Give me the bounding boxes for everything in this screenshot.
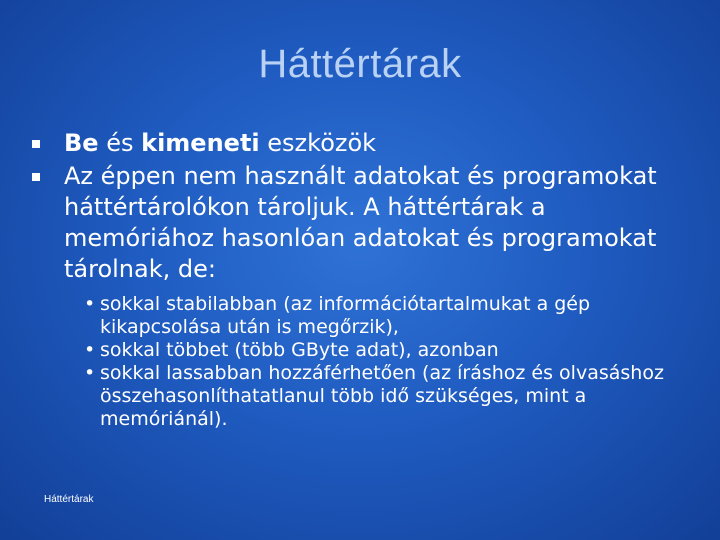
bullet-item bbox=[32, 128, 692, 159]
bullet-text-bold: kimeneti bbox=[141, 129, 260, 157]
sub-bullet-text: sokkal lassabban hozzáférhetően (az íráshoz és olvasáshoz összehasonlíthatatlanul több idő szükséges, mint a memóriánál). bbox=[100, 362, 664, 430]
bullet-text-bold: Be bbox=[64, 129, 99, 157]
bullet-text bbox=[64, 128, 692, 159]
bullet-list bbox=[32, 128, 692, 287]
slide-footer: Háttértárak bbox=[44, 494, 94, 505]
square-bullet-icon bbox=[32, 140, 40, 148]
sub-bullet-text: sokkal többet (több GByte adat), azonban bbox=[100, 339, 499, 361]
dot-bullet-icon: • bbox=[84, 362, 96, 384]
slide-title: Háttértárak bbox=[258, 42, 462, 86]
sub-bullet-list bbox=[84, 293, 694, 431]
square-bullet-icon bbox=[32, 173, 40, 181]
sub-bullet-item bbox=[84, 362, 694, 431]
sub-bullet-item bbox=[84, 339, 694, 362]
sub-bullet-text: sokkal stabilabban (az információtartalmukat a gép kikapcsolása után is megőrzik), bbox=[100, 293, 591, 338]
bullet-text-plain: és bbox=[98, 129, 142, 157]
bullet-item bbox=[32, 161, 692, 285]
dot-bullet-icon: • bbox=[84, 339, 96, 361]
bullet-text-plain: eszközök bbox=[259, 129, 377, 157]
bullet-text: Az éppen nem használt adatokat és programokat háttértárolókon tároljuk. A háttértárak a memóriához hasonlóan adatokat és programokat tárolnak, de: bbox=[64, 162, 657, 283]
sub-bullet-item bbox=[84, 293, 694, 339]
dot-bullet-icon: • bbox=[84, 293, 96, 315]
